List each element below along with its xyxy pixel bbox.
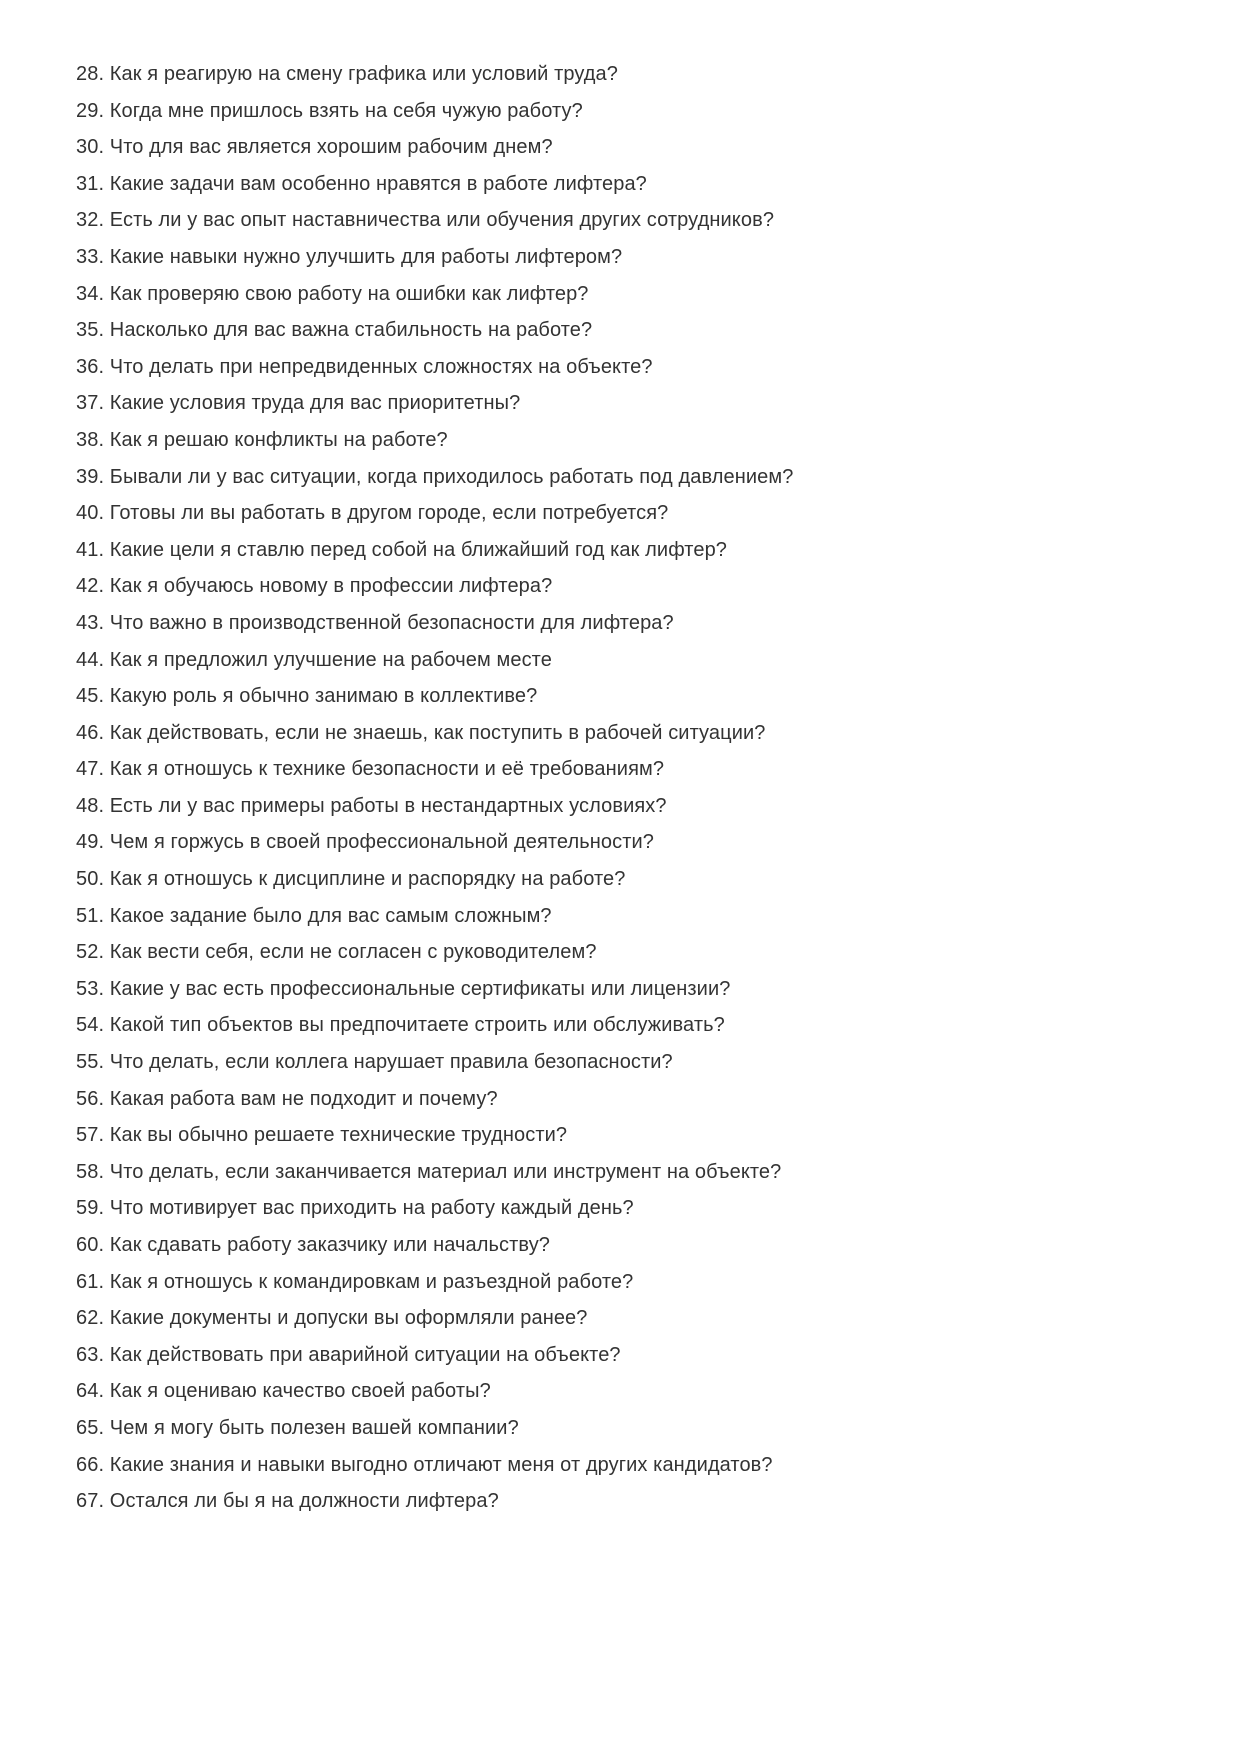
list-item: [76, 1227, 1179, 1264]
question-text: Как проверяю свою работу на ошибки как лифтер?: [109, 282, 589, 305]
question-text: Как я отношусь к дисциплине и распорядку на работе?: [109, 868, 626, 891]
list-item: [76, 312, 1179, 349]
question-number: 41.: [76, 538, 105, 561]
question-text: Есть ли у вас опыт наставничества или обучения других сотрудников?: [109, 209, 775, 232]
question-number: 65.: [76, 1416, 105, 1439]
question-number: 31.: [76, 172, 105, 195]
list-item: [76, 715, 1179, 752]
question-number: 37.: [76, 392, 105, 415]
question-number: 52.: [76, 941, 105, 964]
question-text: Как сдавать работу заказчику или начальству?: [109, 1234, 551, 1256]
list-item: [76, 385, 1179, 422]
question-text: Какие у вас есть профессиональные сертификаты или лицензии?: [109, 977, 731, 1000]
question-number: 33.: [76, 245, 105, 268]
list-item: [76, 642, 1179, 679]
list-item: [76, 861, 1179, 898]
list-item: [76, 1337, 1179, 1374]
list-item: [76, 751, 1179, 788]
list-item: [76, 824, 1179, 861]
question-text: Как я отношусь к командировкам и разъездной работе?: [109, 1270, 634, 1293]
question-number: 57.: [76, 1124, 105, 1147]
list-item: [76, 1117, 1179, 1154]
list-item: [76, 1044, 1179, 1081]
question-text: Как я предложил улучшение на рабочем месте: [109, 648, 552, 671]
question-text: Что для вас является хорошим рабочим днем?: [109, 136, 553, 159]
question-text: Чем я горжусь в своей профессиональной деятельности?: [109, 831, 654, 854]
list-item: [76, 568, 1179, 605]
question-number: 28.: [76, 63, 105, 85]
question-text: Насколько для вас важна стабильность на работе?: [109, 319, 593, 342]
question-text: Какие документы и допуски вы оформляли ранее?: [109, 1307, 588, 1330]
list-item: [76, 1007, 1179, 1044]
list-item: [76, 1410, 1179, 1447]
question-text: Как я оцениваю качество своей работы?: [109, 1380, 491, 1403]
question-text: Как вы обычно решаете технические трудности?: [109, 1124, 568, 1147]
question-number: 62.: [76, 1307, 105, 1330]
question-number: 55.: [76, 1051, 105, 1074]
question-number: 51.: [76, 904, 105, 927]
list-item: [76, 166, 1179, 203]
list-item: [76, 422, 1179, 459]
question-text: Что мотивирует вас приходить на работу каждый день?: [109, 1197, 634, 1220]
question-text: Какие навыки нужно улучшить для работы лифтером?: [109, 245, 623, 268]
list-item: [76, 1483, 1179, 1520]
question-text: Как я решаю конфликты на работе?: [109, 428, 448, 451]
question-text: Какое задание было для вас самым сложным?: [109, 904, 552, 927]
question-number: 44.: [76, 648, 105, 671]
question-number: 53.: [76, 977, 105, 1000]
question-number: 30.: [76, 136, 105, 159]
question-text: Что делать, если заканчивается материал или инструмент на объекте?: [109, 1160, 782, 1183]
question-number: 45.: [76, 685, 105, 708]
list-item: [76, 93, 1179, 130]
question-text: Какие условия труда для вас приоритетны?: [109, 392, 521, 415]
question-text: Чем я могу быть полезен вашей компании?: [109, 1416, 519, 1439]
list-item: [76, 898, 1179, 935]
question-text: Остался ли бы я на должности лифтера?: [109, 1490, 499, 1513]
question-number: 58.: [76, 1160, 105, 1183]
list-item: [76, 1300, 1179, 1337]
list-item: [76, 202, 1179, 239]
list-item: [76, 276, 1179, 313]
question-number: 56.: [76, 1087, 105, 1110]
list-item: [76, 1081, 1179, 1118]
question-text: Что делать, если коллега нарушает правила безопасности?: [109, 1051, 673, 1074]
question-text: Как действовать, если не знаешь, как поступить в рабочей ситуации?: [109, 721, 766, 744]
question-number: 66.: [76, 1453, 105, 1476]
question-text: Какая работа вам не подходит и почему?: [109, 1087, 498, 1110]
question-text: Как я реагирую на смену графика или условий труда?: [109, 63, 618, 85]
question-number: 61.: [76, 1270, 105, 1293]
question-text: Что важно в производственной безопасности для лифтера?: [109, 611, 674, 634]
list-item: [76, 1447, 1179, 1484]
question-number: 38.: [76, 428, 105, 451]
question-number: 60.: [76, 1234, 105, 1256]
question-number: 54.: [76, 1014, 105, 1037]
question-text: Какую роль я обычно занимаю в коллективе?: [109, 685, 538, 708]
question-number: 67.: [76, 1490, 105, 1513]
list-item: [76, 788, 1179, 825]
question-number: 59.: [76, 1197, 105, 1220]
question-number: 46.: [76, 721, 105, 744]
question-text: Когда мне пришлось взять на себя чужую работу?: [109, 99, 583, 122]
question-number: 64.: [76, 1380, 105, 1403]
question-number: 50.: [76, 868, 105, 891]
list-item: [76, 934, 1179, 971]
question-number: 29.: [76, 99, 105, 122]
question-text: Какие задачи вам особенно нравятся в работе лифтера?: [109, 172, 647, 195]
question-text: Какой тип объектов вы предпочитаете строить или обслуживать?: [109, 1014, 725, 1037]
list-item: [76, 349, 1179, 386]
question-number: 47.: [76, 758, 105, 781]
list-item: [76, 56, 1179, 93]
question-number: 43.: [76, 611, 105, 634]
question-text: Какие знания и навыки выгодно отличают меня от других кандидатов?: [109, 1453, 773, 1476]
question-text: Как я обучаюсь новому в профессии лифтера?: [109, 575, 553, 598]
question-number: 32.: [76, 209, 105, 232]
list-item: [76, 678, 1179, 715]
question-text: Как действовать при аварийной ситуации на объекте?: [109, 1343, 621, 1366]
list-item: [76, 239, 1179, 276]
question-number: 42.: [76, 575, 105, 598]
question-number: 39.: [76, 465, 105, 488]
question-number: 36.: [76, 355, 105, 378]
question-text: Как я отношусь к технике безопасности и её требованиям?: [109, 758, 665, 781]
question-number: 48.: [76, 794, 105, 817]
question-number: 63.: [76, 1343, 105, 1366]
question-number: 34.: [76, 282, 105, 305]
list-item: [76, 129, 1179, 166]
question-number: 49.: [76, 831, 105, 854]
question-text: Готовы ли вы работать в другом городе, если потребуется?: [109, 502, 669, 525]
list-item: [76, 605, 1179, 642]
list-item: [76, 532, 1179, 569]
question-text: Есть ли у вас примеры работы в нестандартных условиях?: [109, 794, 667, 817]
list-item: [76, 971, 1179, 1008]
list-item: [76, 1264, 1179, 1301]
question-text: Как вести себя, если не согласен с руководителем?: [109, 941, 597, 964]
question-list: [76, 56, 1179, 1520]
list-item: [76, 1190, 1179, 1227]
question-number: 35.: [76, 319, 105, 342]
question-text: Бывали ли у вас ситуации, когда приходилось работать под давлением?: [109, 465, 794, 488]
question-text: Какие цели я ставлю перед собой на ближайший год как лифтер?: [109, 538, 728, 561]
question-text: Что делать при непредвиденных сложностях на объекте?: [109, 355, 653, 378]
list-item: [76, 1373, 1179, 1410]
question-number: 40.: [76, 502, 105, 525]
list-item: [76, 459, 1179, 496]
list-item: [76, 1154, 1179, 1191]
list-item: [76, 495, 1179, 532]
